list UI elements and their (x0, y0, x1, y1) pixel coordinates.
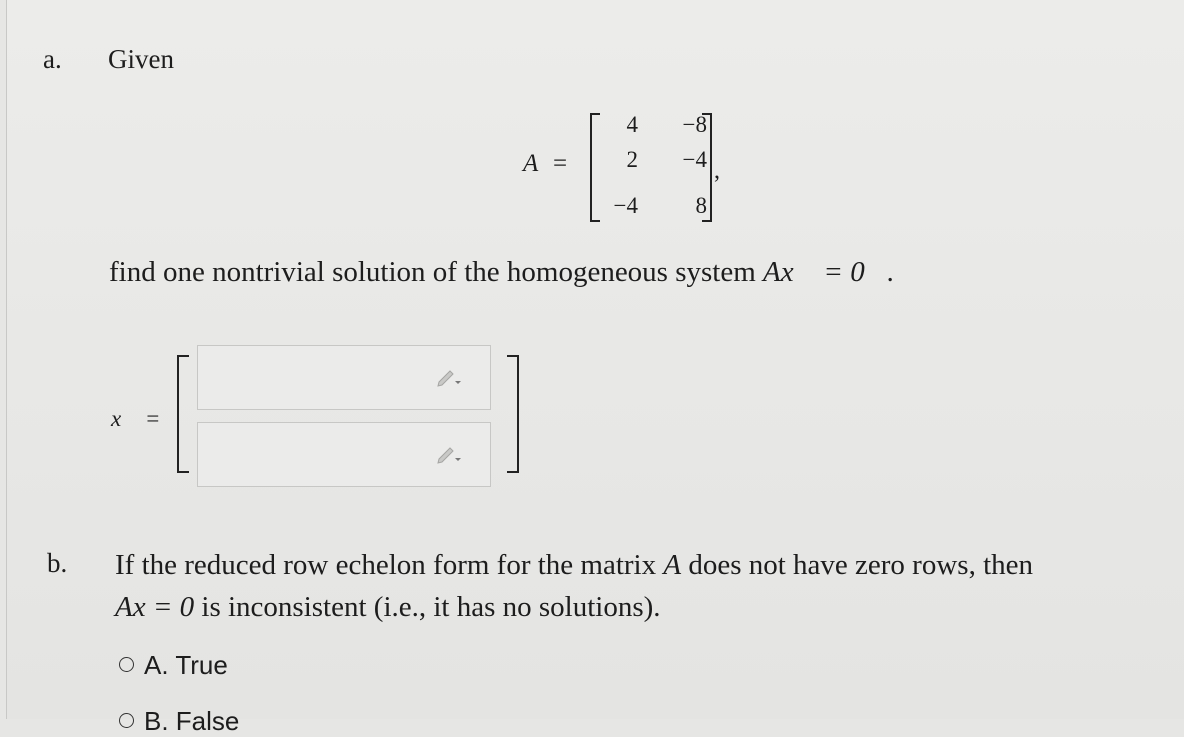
instruction-text (109, 256, 895, 289)
question-panel (6, 0, 1184, 736)
radio-button[interactable] (119, 713, 134, 728)
part-a-label: a. (43, 44, 62, 74)
part-b-label: b. (47, 548, 68, 578)
matrix-equals: = (553, 150, 568, 177)
pencil-dropdown-icon[interactable] (437, 367, 465, 387)
matrix-comma: , (714, 158, 720, 184)
statement-line-1-suffix: does not have zero rows, then (681, 549, 1034, 581)
instruction-prefix: find one nontrivial solution of the homogeneous system (109, 256, 764, 288)
option-true[interactable] (119, 650, 228, 681)
statement-line-2-suffix: is inconsistent (i.e., it has no solutions). (194, 591, 661, 623)
pencil-dropdown-icon[interactable] (437, 444, 465, 464)
matrix-cell: −4 (682, 147, 707, 172)
matrix-cell: 8 (695, 193, 707, 218)
answer-lhs: x⃗ = (111, 406, 161, 431)
matrix-name: A (523, 150, 539, 177)
statement-line-1-prefix: If the reduced row echelon form for the matrix (115, 549, 664, 581)
option-true-label: A. True (144, 650, 228, 680)
matrix-cell: −8 (682, 112, 707, 137)
option-false-label: B. False (144, 706, 240, 736)
radio-button[interactable] (119, 657, 134, 672)
matrix-cell: 4 (626, 112, 638, 137)
given-text: Given (108, 44, 174, 74)
option-false[interactable] (119, 706, 239, 737)
answer-left-bracket (177, 355, 189, 473)
matrix-cell: −4 (613, 193, 638, 218)
statement-matrix-var: A (663, 549, 682, 581)
instruction-equation: Ax⃗ = 0⃗. (763, 256, 895, 288)
answer-right-bracket (507, 355, 519, 473)
statement-line-1 (115, 549, 1033, 582)
matrix-cell: 2 (626, 147, 638, 172)
statement-equation: Ax = 0 (115, 591, 195, 623)
statement-line-2 (115, 591, 661, 624)
